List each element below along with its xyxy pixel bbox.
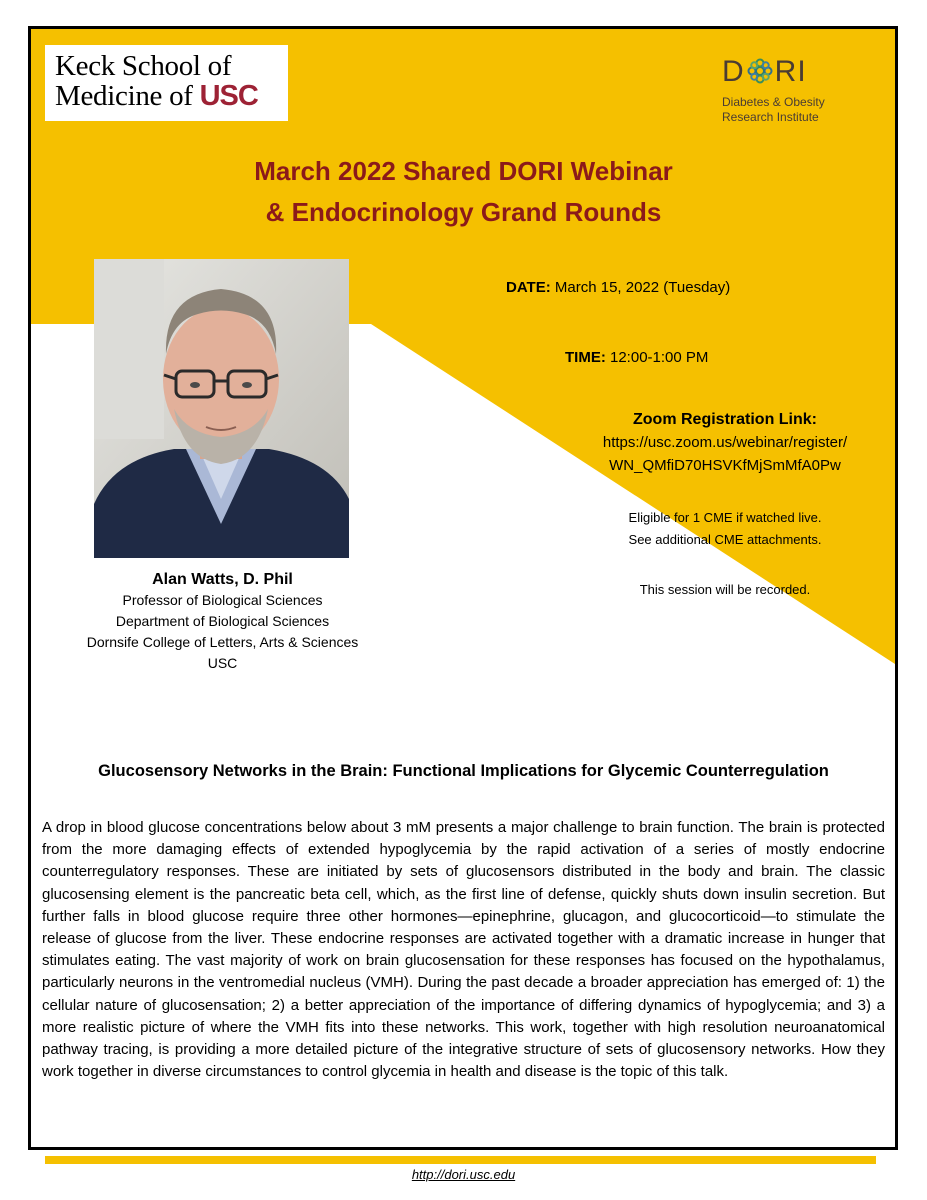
footer-bar — [45, 1156, 876, 1164]
dori-subtitle-line2: Research Institute — [722, 110, 819, 124]
zoom-registration — [560, 408, 890, 477]
talk-abstract: A drop in blood glucose concentrations below about 3 mM presents a major challenge to brain function. The brain is protected from the more damaging effects of extended hypoglycemia by the rapid activation of a series of mostly endocrine counterregulatory responses. These are initiated by sets of glucosensors distributed in the body and brain. The classic glucosensing element is the pancreatic beta cell, which, as the first line of defense, quickly shuts down insulin secretion. But further falls in blood glucose require three other hormones—epinephrine, glucagon, and glucocorticoid—to stimulate the release of glucose from the liver. These endocrine responses are activated together with a dramatic increase in hunger that stimulates eating. The vast majority of work on brain glucosensation for these responses has focused on the hypothalamus, particularly neurons in the ventromedial nucleus (VMH). During the past decade a broader appreciation has emerged of: 1) the cellular nature of glucosensation; 2) a better appreciation of the importance of differing dynamics of hypoglycemia; and 3) a more realistic picture of where the VMH fits into these networks. This work, together with high resolution neuroanatomical pathway tracing, is providing a more detailed picture of the integrative structure of sets of glucosensory networks. How they work together in diverse circumstances to control glycemia in health and disease is the topic of this talk. — [42, 819, 885, 1081]
speaker-department: Department of Biological Sciences — [115, 613, 330, 629]
talk-title: Glucosensory Networks in the Brain: Functional Implications for Glycemic Counterregulation — [98, 762, 829, 780]
keck-logo-medicine: Medicine of — [55, 80, 200, 112]
date-value: March 15, 2022 (Tuesday) — [554, 279, 731, 296]
time-label: TIME: — [565, 349, 606, 366]
speaker-info — [40, 569, 405, 674]
speaker-institution: USC — [207, 655, 238, 671]
keck-logo-line2 — [55, 81, 258, 111]
dori-wordmark — [722, 55, 807, 89]
dori-letters-ri: RI — [774, 55, 807, 88]
speaker-college: Dornsife College of Letters, Arts & Sciences — [86, 634, 359, 650]
speaker-title: Professor of Biological Sciences — [122, 592, 323, 608]
dori-logo — [722, 55, 862, 125]
dori-subtitle-line1: Diabetes & Obesity — [722, 95, 825, 109]
event-date — [506, 278, 730, 298]
keck-logo — [45, 45, 288, 121]
dori-flower-icon — [747, 58, 773, 84]
speaker-name: Alan Watts, D. Phil — [152, 571, 293, 588]
cme-line2: See additional CME attachments. — [628, 532, 822, 547]
event-title-line2: & Endocrinology Grand Rounds — [265, 197, 662, 227]
recording-notice: This session will be recorded. — [639, 582, 811, 597]
date-label: DATE: — [506, 279, 551, 296]
time-value: 12:00-1:00 PM — [610, 349, 709, 366]
event-time — [565, 348, 708, 368]
zoom-label: Zoom Registration Link: — [633, 411, 817, 428]
zoom-url-line1[interactable]: https://usc.zoom.us/webinar/register/ — [602, 434, 848, 451]
cme-info — [560, 507, 890, 551]
speaker-portrait — [94, 259, 349, 558]
dori-letter-d: D — [722, 55, 745, 88]
footer-link[interactable]: http://dori.usc.edu — [411, 1167, 516, 1182]
keck-logo-usc: USC — [199, 80, 258, 112]
cme-line1: Eligible for 1 CME if watched live. — [628, 510, 822, 525]
keck-logo-line1: Keck School of — [55, 50, 232, 82]
zoom-url-line2[interactable]: WN_QMfiD70HSVKfMjSmMfA0Pw — [609, 457, 841, 474]
event-title-line1: March 2022 Shared DORI Webinar — [254, 156, 673, 186]
